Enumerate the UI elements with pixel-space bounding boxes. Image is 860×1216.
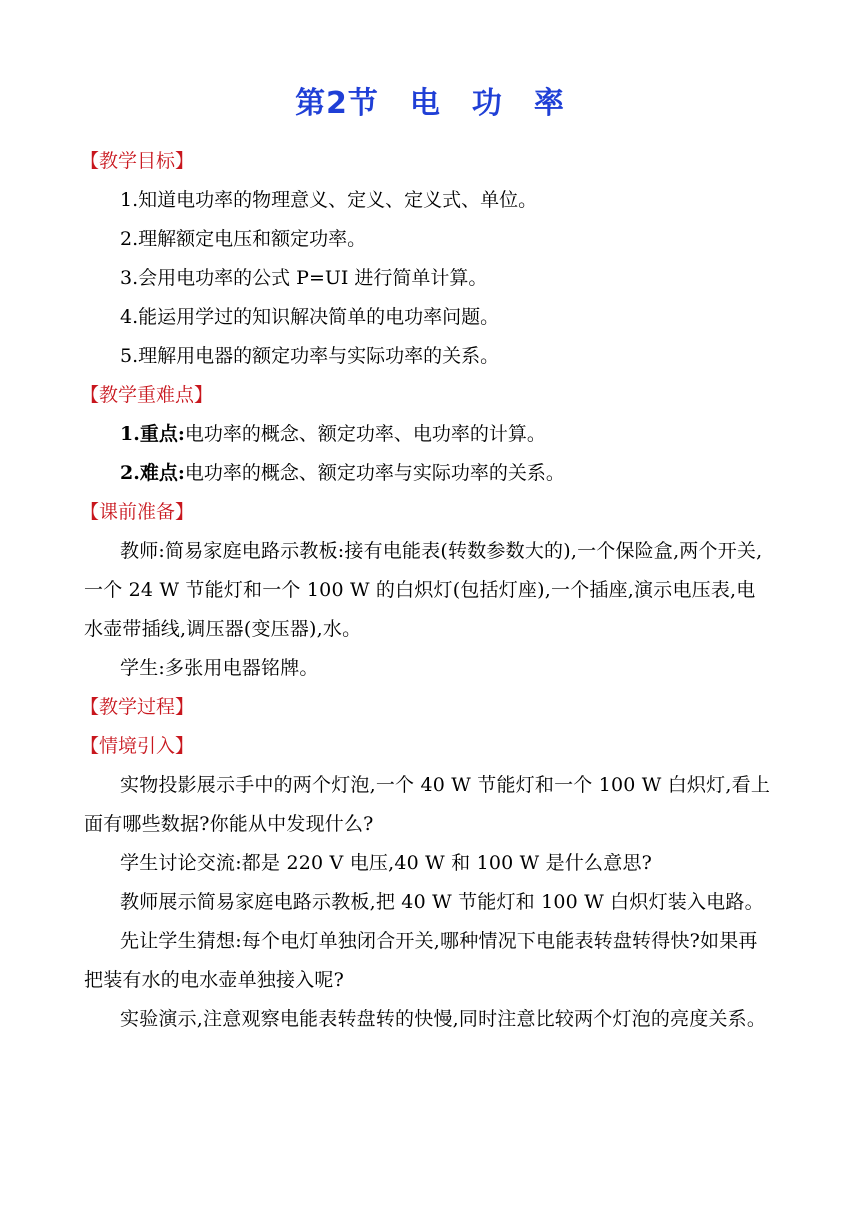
- page-title: 第2节 电 功 率: [295, 86, 565, 121]
- intro-paragraph: 先让学生猜想:每个电灯单独闭合开关,哪种情况下电能表转盘转得快?如果再把装有水的电水壶单独接入呢?: [84, 930, 758, 991]
- difficulty-label: 2.难点:: [120, 462, 185, 484]
- preparation-teacher: 教师:简易家庭电路示教板:接有电能表(转数参数大的),一个保险盒,两个开关,一个 24 W 节能灯和一个 100 W 的白炽灯(包括灯座),一个插座,演示电压表,电水壶带插线,调压器(变压器),水。: [84, 540, 763, 640]
- objective-item: 5.理解用电器的额定功率与实际功率的关系。: [120, 345, 500, 367]
- intro-paragraph: 实物投影展示手中的两个灯泡,一个 40 W 节能灯和一个 100 W 白炽灯,看上面有哪些数据?你能从中发现什么?: [84, 774, 771, 835]
- heading-process: 【教学过程】: [80, 696, 195, 718]
- objective-item: 3.会用电功率的公式 P=UI 进行简单计算。: [120, 267, 488, 289]
- document-body: [80, 142, 774, 1039]
- key-point-item: [84, 415, 774, 454]
- heading-intro: 【情境引入】: [80, 735, 195, 757]
- difficulty-text: 电功率的概念、额定功率与实际功率的关系。: [184, 462, 565, 484]
- heading-objectives: 【教学目标】: [80, 150, 195, 172]
- intro-paragraph: 实验演示,注意观察电能表转盘转的快慢,同时注意比较两个灯泡的亮度关系。: [120, 1008, 767, 1030]
- key-point-label: 1.重点:: [120, 423, 185, 445]
- difficulty-item: [84, 454, 774, 493]
- objective-item: 1.知道电功率的物理意义、定义、定义式、单位。: [120, 189, 538, 211]
- heading-key-points: 【教学重难点】: [80, 384, 214, 406]
- objective-item: 4.能运用学过的知识解决简单的电功率问题。: [120, 306, 500, 328]
- heading-preparation: 【课前准备】: [80, 501, 195, 523]
- objective-item: 2.理解额定电压和额定功率。: [120, 228, 367, 250]
- intro-paragraph: 教师展示简易家庭电路示教板,把 40 W 节能灯和 100 W 白炽灯装入电路。: [120, 891, 764, 913]
- preparation-student: 学生:多张用电器铭牌。: [120, 657, 319, 679]
- intro-paragraph: 学生讨论交流:都是 220 V 电压,40 W 和 100 W 是什么意思?: [120, 852, 653, 874]
- key-point-text: 电功率的概念、额定功率、电功率的计算。: [184, 423, 546, 445]
